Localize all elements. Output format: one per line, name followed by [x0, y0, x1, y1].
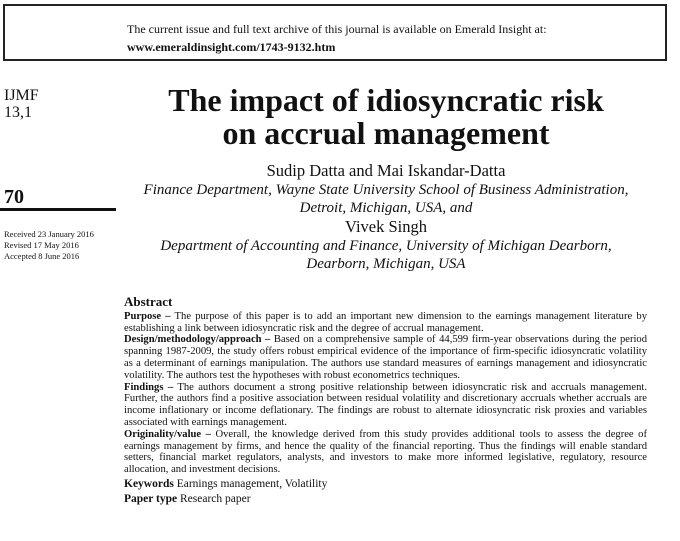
submission-dates [4, 229, 94, 262]
abstract-section [124, 296, 647, 506]
abstract-originality [124, 429, 647, 476]
abstract-findings [124, 382, 647, 429]
affiliation-2-line-2: Dearborn, Michigan, USA [306, 256, 466, 272]
authors-secondary: Vivek Singh [345, 217, 427, 236]
journal-volume: 13,1 [4, 104, 32, 121]
article-title [110, 84, 662, 150]
margin-divider [0, 208, 116, 211]
availability-notice-text: The current issue and full text archive of this journal is available on Emerald Insight at: [127, 22, 547, 36]
purpose-label: Purpose – [124, 310, 171, 322]
affiliation-1-line-2: Detroit, Michigan, USA, and [299, 200, 473, 216]
design-label: Design/methodology/approach – [124, 334, 271, 346]
accepted-date: Accepted 8 June 2016 [4, 251, 80, 261]
journal-url-link[interactable]: www.emeraldinsight.com/1743-9132.htm [127, 40, 336, 54]
findings-text: The authors document a strong positive relationship between idiosyncratic risk and accruals management. Further, the authors find a positive association between residual volatility and discretionary accruals whether accruals are income inflationary or income deflationary. The findings are robust to alternate idiosyncratic risk proxies and variables associated with earnings management. [124, 381, 647, 428]
originality-text: Overall, the knowledge derived from this study provides additional tools to assess the degree of earnings management by firms, and hence the quality of the financial reporting. Thus the findings will enable standard setters, financial market regulators, analysts, and investors to make more informed legislative, regulatory, resource allocation, and investment decisions. [124, 428, 647, 476]
originality-label: Originality/value – [124, 428, 211, 440]
authors-primary: Sudip Datta and Mai Iskandar-Datta [266, 161, 506, 180]
keywords-label: Keywords [124, 477, 174, 490]
revised-date: Revised 17 May 2016 [4, 240, 79, 250]
journal-code: IJMF [4, 87, 39, 104]
article-title-line-2: on accrual management [222, 115, 550, 151]
availability-notice-box [3, 4, 667, 61]
keywords-text: Earnings management, Volatility [173, 477, 328, 490]
design-text: Based on a comprehensive sample of 44,599 firm-year observations during the period spanning 1987-2009, the study offers robust empirical evidence of the importance of firm-specific idiosyncratic volatility as a determinant of earnings manipulation. The authors use standard measures of earnings management and idiosyncratic volatility. The authors test the hypotheses with robust econometrics techniques. [124, 334, 648, 381]
paper-type-label: Paper type [124, 492, 178, 505]
paper-type-text: Research paper [177, 492, 251, 505]
abstract-heading: Abstract [124, 294, 173, 309]
keywords-line [124, 479, 647, 491]
received-date: Received 23 January 2016 [4, 229, 94, 239]
affiliation-2-line-1: Department of Accounting and Finance, University of Michigan Dearborn, [160, 238, 612, 254]
affiliation-1-line-1: Finance Department, Wayne State University School of Business Administration, [143, 182, 629, 198]
page-number: 70 [4, 186, 24, 208]
findings-label: Findings – [124, 381, 174, 393]
article-title-line-1: The impact of idiosyncratic risk [168, 82, 604, 118]
paper-type-line [124, 494, 647, 506]
abstract-purpose [124, 311, 647, 335]
abstract-design [124, 334, 647, 381]
purpose-text: The purpose of this paper is to add an important new dimension to the earnings management literature by establishing a link between idiosyncratic risk and the degree of accrual management. [124, 310, 647, 334]
